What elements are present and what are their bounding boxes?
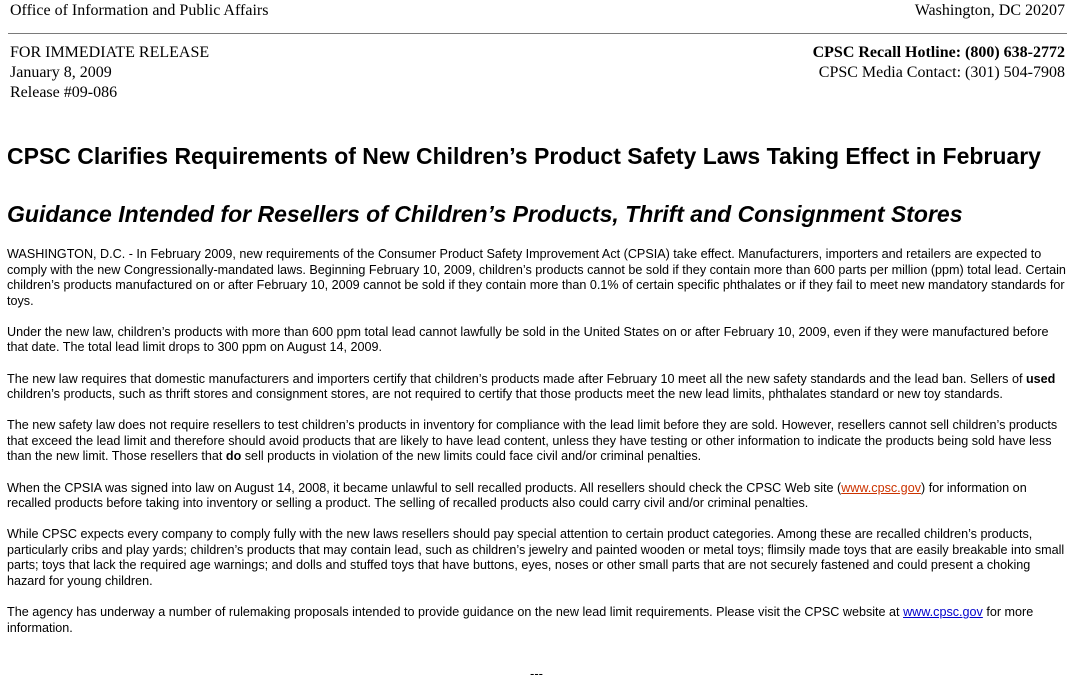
paragraph-4 — [7, 418, 1069, 465]
paragraph-7-text-a: The agency has underway a number of rulemaking proposals intended to provide guidance on the new lead limit requirements. Please visit the CPSC website at — [7, 605, 904, 620]
contact-info — [813, 43, 1065, 83]
paragraph-2: Under the new law, children’s products with more than 600 ppm total lead cannot lawfully be sold in the United States on or after February 10, 2009, even if they were manufactured before that date. The total lead limit drops to 300 ppm on August 14, 2009. — [7, 324, 1049, 355]
paragraph-5-text-a: When the CPSIA was signed into law on August 14, 2008, it became unlawful to sell recalled products. All resellers should check the CPSC Web site ( — [7, 480, 842, 495]
page-subtitle: Guidance Intended for Resellers of Children’s Products, Thrift and Consignment Stores — [7, 201, 963, 227]
paragraph-6: While CPSC expects every company to comply fully with the new laws resellers should pay special attention to certain product categories. Among these are recalled children’s products, particularly cribs and play yards; children’s products that may contain lead, such as children’s jewelry and painted wooden or metal toys; flimsily made toys that are easily breakable into small parts; toys that lack the required age warnings; and dolls and stuffed toys that have buttons, eyes, noses or other small parts that are not securely fastened and could present a choking hazard for young children. — [7, 527, 1065, 588]
media-contact: CPSC Media Contact: (301) 504-7908 — [818, 64, 1065, 81]
paragraph-4-text-b: sell products in violation of the new limits could face civil and/or criminal penalties. — [241, 449, 702, 464]
paragraph-7 — [7, 605, 1069, 636]
paragraph-5 — [7, 481, 1069, 512]
press-release-body — [7, 247, 1069, 652]
page-title: CPSC Clarifies Requirements of New Children’s Product Safety Laws Taking Effect in February — [7, 143, 1041, 169]
end-mark: --- — [530, 666, 543, 681]
release-number: Release #09-086 — [10, 84, 118, 101]
document-header — [10, 2, 1065, 24]
cpsc-website-link-visited[interactable]: www.cpsc.gov — [841, 480, 921, 495]
release-date: January 8, 2009 — [10, 64, 112, 81]
paragraph-3 — [7, 372, 1069, 403]
office-name: Office of Information and Public Affairs — [10, 2, 269, 19]
paragraph-3-text-b: children’s products, such as thrift stores and consignment stores, are not required to certify that those products meet the new lead limits, phthalates standard or new toy standards. — [7, 387, 1003, 402]
cpsc-website-link[interactable]: www.cpsc.gov — [903, 605, 983, 620]
paragraph-3-emphasis: used — [1025, 371, 1056, 386]
paragraph-1: WASHINGTON, D.C. - In February 2009, new requirements of the Consumer Product Safety Improvement Act (CPSIA) take effect. Manufacturers, importers and retailers are expected to comply with the new Congressionally-mandated laws. Beginning February 10, 2009, children’s products cannot be sold if they contain more than 600 parts per million (ppm) total lead. Certain children’s products manufactured on or after February 10, 2009 cannot be sold if they contain more than 0.1% of certain specific phthalates or if they fail to meet new mandatory standards for toys. — [7, 247, 1066, 308]
paragraph-4-text-a: The new safety law does not require resellers to test children’s products in inventory for compliance with the lead limit before they are sold. However, resellers cannot sell children’s products that exceed the lead limit and therefore should avoid products that are likely to have lead content, unless they have testing or other information to indicate the products being sold have less than the new limit. Those resellers that — [7, 418, 1058, 464]
paragraph-4-emphasis: do — [225, 449, 242, 464]
release-status: FOR IMMEDIATE RELEASE — [10, 44, 210, 61]
release-info — [10, 43, 209, 103]
recall-hotline: CPSC Recall Hotline: (800) 638-2772 — [812, 44, 1065, 61]
paragraph-5-text-b: ) for information on recalled products before taking into inventory or selling a product. The selling of recalled products also could carry civil and/or criminal penalties. — [7, 480, 1027, 511]
paragraph-3-text-a: The new law requires that domestic manufacturers and importers certify that children’s products made after February 10 meet all the new safety standards and the lead ban. Sellers of — [7, 371, 1026, 386]
header-divider — [8, 33, 1067, 34]
paragraph-7-text-b: for more information. — [7, 605, 1034, 635]
office-location: Washington, DC 20207 — [914, 2, 1065, 19]
